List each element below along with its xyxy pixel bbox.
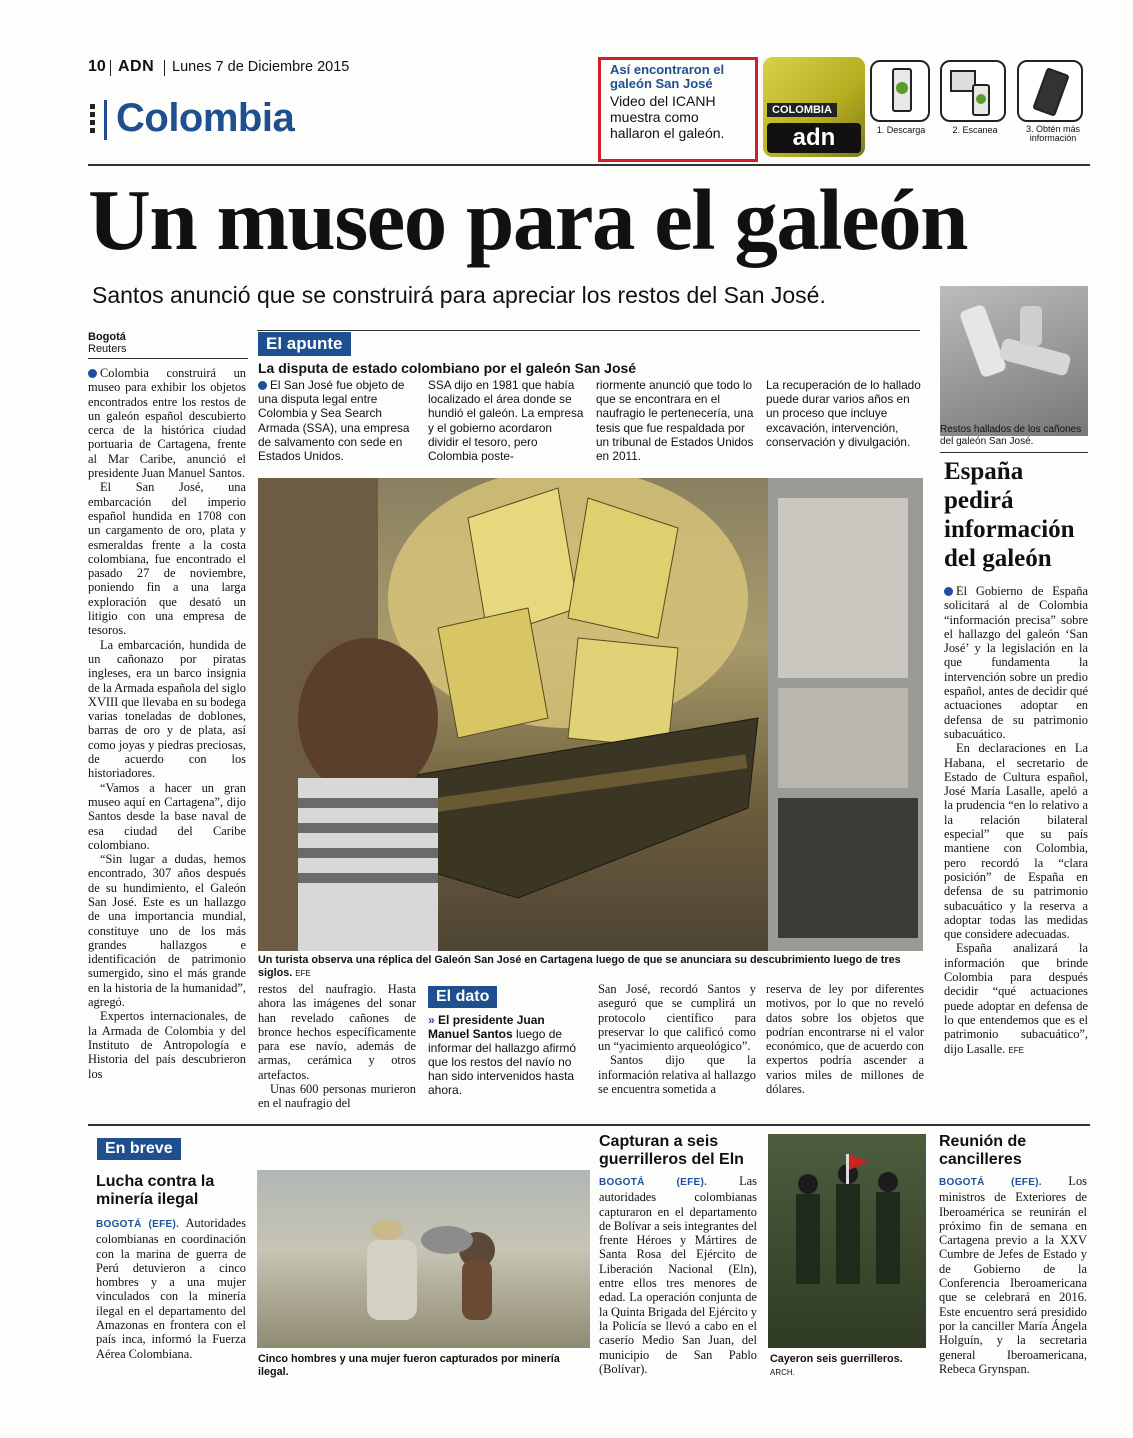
step-label-1: 1. Descarga: [876, 125, 926, 135]
apunte-col-3: riormente anunció que todo lo que se encontrara en el naufragio le pertenecería, una tesis que fue respaldada por un tribunal de Estados Unidos en 2011.: [596, 378, 754, 464]
dato-tag: El dato: [428, 986, 497, 1008]
sidebar-paragraph: España analizará la información que brinde Colombia para después decidir “qué actuaciones puede adoptar en defensa de lo que entendemos que es el patrimonio subacuático”, dijo Lasalle. EFE: [944, 941, 1088, 1056]
article-paragraph: Expertos internacionales, de la Armada de Colombia y del Instituto de Antropología e Historia del país descubrieron los: [88, 1009, 246, 1081]
sidebar-paragraph: En declaraciones en La Habana, el secretario de Estado de Cultura español, José María Lasalle, apeló a la prudencia “en lo relativo a la relación bilateral especial” que su país mantiene con Colombia, pero recordó la “clara posición” de España en defensa de su patrimonio subacuático y la reserva a adoptar todas las medidas que considere adecuadas.: [944, 741, 1088, 942]
byline: [88, 331, 248, 355]
brief-paragraph: BOGOTÁ (EFE). Autoridades colombianas en coordinación con la marina de guerra de Perú detuvieron a cinco hombres y a una mujer vinculados con la minería ilegal en el departamento del Amazonas en frontera con el país inca, informó la Fuerza Aérea Colombiana.: [96, 1216, 246, 1361]
cancilleres-body: [939, 1174, 1087, 1376]
briefs-tag: En breve: [97, 1138, 181, 1160]
guerrillas-illustration: [768, 1134, 926, 1348]
article-paragraph: La embarcación, hundida de un cañonazo por piratas ingleses, era un barco insignia de la Armada española del siglo XVIII que llevaba en su bodega varias toneladas de doblones, barras de oro y de plata, así como joyas y piedras preciosas, de acuerdo con los historiadores.: [88, 637, 246, 781]
brief-paragraph: BOGOTÁ (EFE). Los ministros de Exteriores de Iberoamérica se reunirán el próximo fin de semana en Cartagena previo a la XXV Cumbre de Jefes de Estado y de Gobierno de la Conferencia Iberoamericana que se celebrará en 2016. Este encuentro será presidido por la canciller María Ángela Holguín, y la secretaria general Iberoamericana, Rebeca Grynspan.: [939, 1174, 1087, 1376]
mining-photo-caption: Cinco hombres y una mujer fueron capturados por minería ilegal.: [258, 1353, 560, 1378]
mining-body: [96, 1216, 246, 1361]
bullet-icon: [88, 369, 97, 378]
info-step: [1017, 60, 1089, 156]
header-divider: [110, 60, 111, 76]
cancilleres-headline: Reunión de cancilleres: [939, 1133, 1027, 1168]
miners-illustration: [257, 1170, 590, 1348]
apunte-rule: [257, 330, 920, 331]
brief-paragraph: BOGOTÁ (EFE). Las autoridades colombianas capturaron en el departamento de Bolívar a seis integrantes del frente Héroes y Mártires de Santa Rosa del Ejército de Liberación Nacional (Eln), entre ellos tres menores de edad. La operación conjunta de la Quinta Brigada del Ejército y la Policía se llevó a cabo en el caserío Medio San Juan, del municipio de San Pablo (Bolívar).: [599, 1174, 757, 1376]
dato-box: [428, 986, 586, 1097]
eln-body: [599, 1174, 757, 1376]
double-chevron-icon: »: [428, 1013, 435, 1027]
guerrillas-photo: [768, 1134, 926, 1348]
phone-info-icon: [1017, 60, 1083, 122]
article-paragraph: Unas 600 personas murieron en el naufragio del: [258, 1082, 416, 1111]
issue-date: Lunes 7 de Diciembre 2015: [172, 59, 350, 75]
video-promo-box[interactable]: [598, 57, 758, 162]
subheadline: Santos anunció que se construirá para apreciar los restos del San José.: [92, 282, 826, 308]
apunte-col-2: SSA dijo en 1981 que había localizado el área donde se hundió el galeón. La empresa y el gobierno acordaron dividir el tesoro, pero Colombia poste-: [428, 378, 584, 464]
bullet-icon: [944, 587, 953, 596]
article-paragraph: reserva de ley por diferentes motivos, por lo que no reveló datos sobre los objetos que podrían encontrarse ni el valor económico, que de acuerdo con expertos podría ascender a varios miles de millones de dólares.: [766, 982, 924, 1097]
promo-text: Video del ICANH muestra como hallaron el galeón.: [610, 93, 725, 141]
sidebar-headline: España pedirá información del galeón: [944, 458, 1075, 572]
article-paragraph: San José, recordó Santos y aseguró que se cumplirá un protocolo científico para preservar lo que calificó como un “yacimiento arqueológico”.: [598, 982, 756, 1054]
cannons-photo: [940, 286, 1088, 436]
main-headline: Un museo para el galeón: [88, 171, 967, 268]
step-label-3: 3. Obtén más información: [1025, 124, 1081, 143]
scan-icon: [940, 60, 1006, 122]
section-bar: [104, 100, 107, 140]
header-divider-2: [164, 60, 165, 76]
header-rule: [88, 164, 1090, 166]
byline-city: Bogotá: [88, 331, 126, 343]
page-number: 10: [88, 58, 106, 75]
mining-photo: [257, 1170, 590, 1348]
article-column-1: [88, 366, 246, 1081]
page-header: [88, 58, 598, 80]
sidebar-body: [944, 584, 1088, 1058]
article-paragraph: Colombia construirá un museo para exhibir los objetos encontrados entre los restos de un galeón español descubierto cerca de la histórica ciudad portuaria de Cartagena, frente al Mar Caribe, anunció el presidente Juan Manuel Santos.: [88, 366, 246, 481]
cannons-illustration: [940, 286, 1088, 436]
mining-headline: Lucha contra la minería ilegal: [96, 1173, 215, 1208]
apunte-title: La disputa de estado colombiano por el galeón San José: [258, 360, 637, 376]
scan-step: [940, 60, 1010, 150]
step-label-2: 2. Escanea: [952, 125, 998, 135]
byline-agency: Reuters: [88, 343, 127, 355]
apunte-tag: El apunte: [258, 332, 351, 356]
sidebar-photo-caption: Restos hallados de los cañones del galeón San José.: [940, 424, 1082, 447]
article-paragraph: “Sin lugar a dudas, hemos encontrado, 307 años después de su hundimiento, el Galeón San José. Este es un hallazgo de una importancia mundial, constituye uno de los más grandes hallazgos e identificación de patrimonio sumergido, sino el más grande en la historia de la humanidad”, agregó.: [88, 852, 246, 1010]
download-step: [870, 60, 932, 150]
guerrillas-photo-caption: Cayeron seis guerrilleros. ARCH.: [770, 1353, 903, 1377]
article-column-5: [766, 982, 924, 1096]
sidebar-rule: [940, 452, 1088, 453]
main-photo-caption: Un turista observa una réplica del Galeón San José en Cartagena luego de que se anunciara su descubrimiento luego de tres siglos. EFE: [258, 954, 901, 979]
dato-text: » El presidente Juan Manuel Santos luego de informar del hallazgo afirmó que los restos del navío no han sido intervenidos hasta ahora.: [428, 1013, 577, 1097]
eln-headline: Capturan a seis guerrilleros del Eln: [599, 1133, 744, 1168]
article-paragraph: Santos dijo que la información relativa al hallazgo se encuentra sometida a: [598, 1053, 756, 1097]
article-paragraph: “Vamos a hacer un gran museo aquí en Cartagena”, dijo Santos desde la base naval de esa ciudad del Caribe colombiano.: [88, 780, 246, 852]
badge-country: COLOMBIA: [767, 103, 837, 117]
phone-download-icon: [870, 60, 930, 122]
byline-rule: [88, 358, 248, 359]
article-paragraph: El San José, una embarcación del imperio español hundida en 1708 con un cargamento de oro, plata y esmeraldas frente a la costa colombiana, fue encontrado el pasado 27 de noviembre, poniendo fin a una larga exploración que desató un litigio con una empresa de tesoros.: [88, 480, 246, 638]
promo-title: Así encontraron el galeón San José: [610, 62, 725, 91]
article-paragraph: restos del naufragio. Hasta ahora las imágenes del sonar han revelado cañones de bronce hechos específicamente para ese navío, además de armas, cerámica y otros artefactos.: [258, 982, 416, 1082]
apunte-col-4: La recuperación de lo hallado puede durar varios años en un proceso que incluye excavación, intervención, conservación y divulgación.: [766, 378, 921, 449]
adn-app-badge: [763, 57, 865, 157]
badge-logo: adn: [767, 123, 861, 153]
article-column-2: [258, 982, 416, 1111]
briefs-rule: [88, 1124, 1090, 1126]
section-dots: [90, 104, 96, 134]
galleon-illustration: [258, 478, 923, 951]
apunte-col-1: El San José fue objeto de una disputa legal entre Colombia y Sea Search Armada (SSA), una empresa de salvamento con sede en Estados Unidos.: [258, 378, 410, 464]
galleon-replica-photo: [258, 478, 923, 951]
article-column-4: [598, 982, 756, 1096]
sidebar-paragraph: El Gobierno de España solicitará al de Colombia “información precisa” sobre el hallazgo del galeón ‘San José’ y la legislación en la que fundamenta la intervención sobre un predio español, antes de decidir qué actuaciones adoptar en defensa de su patrimonio subacuático.: [944, 584, 1088, 741]
adn-logo: ADN: [118, 58, 155, 75]
bullet-icon: [258, 381, 267, 390]
section-title: Colombia: [116, 96, 295, 140]
